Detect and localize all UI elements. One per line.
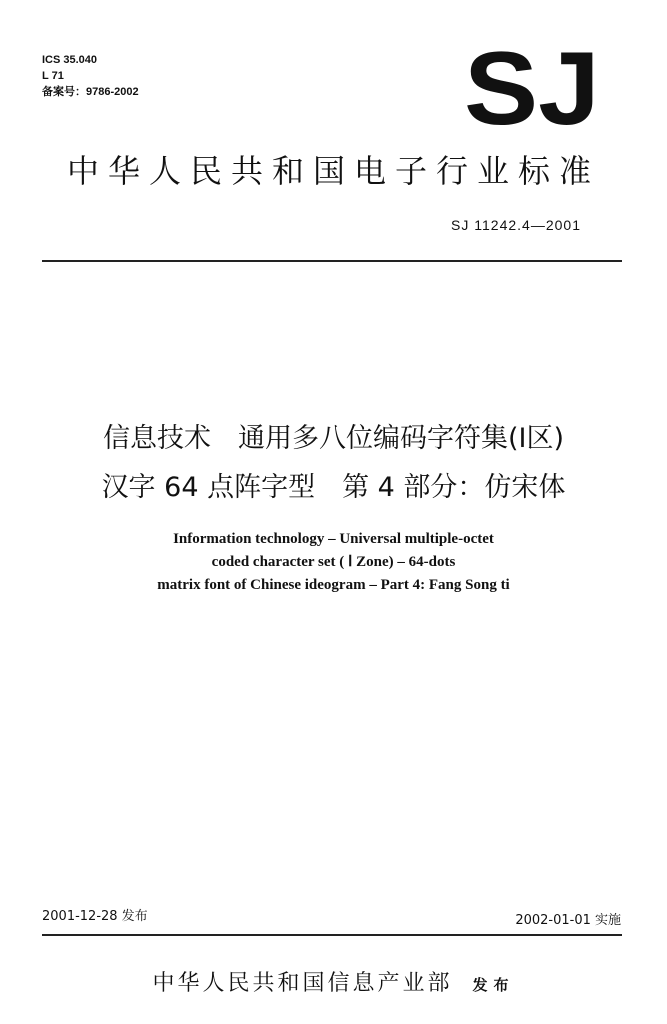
chinese-title-line-2: 汉字 64 点阵字型 第 4 部分：仿宋体 (101, 472, 566, 503)
sj-logo (462, 44, 602, 130)
footer-divider (42, 934, 622, 936)
ics-code: ICS 35.040 (42, 54, 98, 66)
english-title-line-1: Information technology – Universal multiple-octet (173, 531, 494, 547)
chinese-title-line-1: 信息技术 通用多八位编码字符集(Ⅰ区) (102, 423, 565, 454)
sj-logo-text: SJ (464, 44, 600, 130)
header-divider (42, 260, 622, 262)
implementation-date: 2002-01-01 实施 (515, 913, 621, 928)
english-title (0, 528, 667, 597)
publisher-verb: 发布 (472, 976, 515, 994)
standard-meta-block (42, 52, 139, 100)
ccs-code: L 71 (42, 70, 64, 82)
english-title-line-2: coded character set ( Ⅰ Zone) – 64-dots (211, 554, 456, 570)
standard-number: SJ 11242.4—2001 (451, 217, 581, 233)
filing-number: 备案号：9786-2002 (42, 86, 139, 98)
issue-date: 2001-12-28 发布 (42, 909, 148, 924)
publisher-line (0, 966, 667, 997)
publisher-name: 中华人民共和国信息产业部 (152, 971, 453, 996)
english-title-line-3: matrix font of Chinese ideogram – Part 4: Fang Song ti (157, 577, 510, 593)
org-title: 中华人民共和国电子行业标准 (66, 152, 600, 190)
